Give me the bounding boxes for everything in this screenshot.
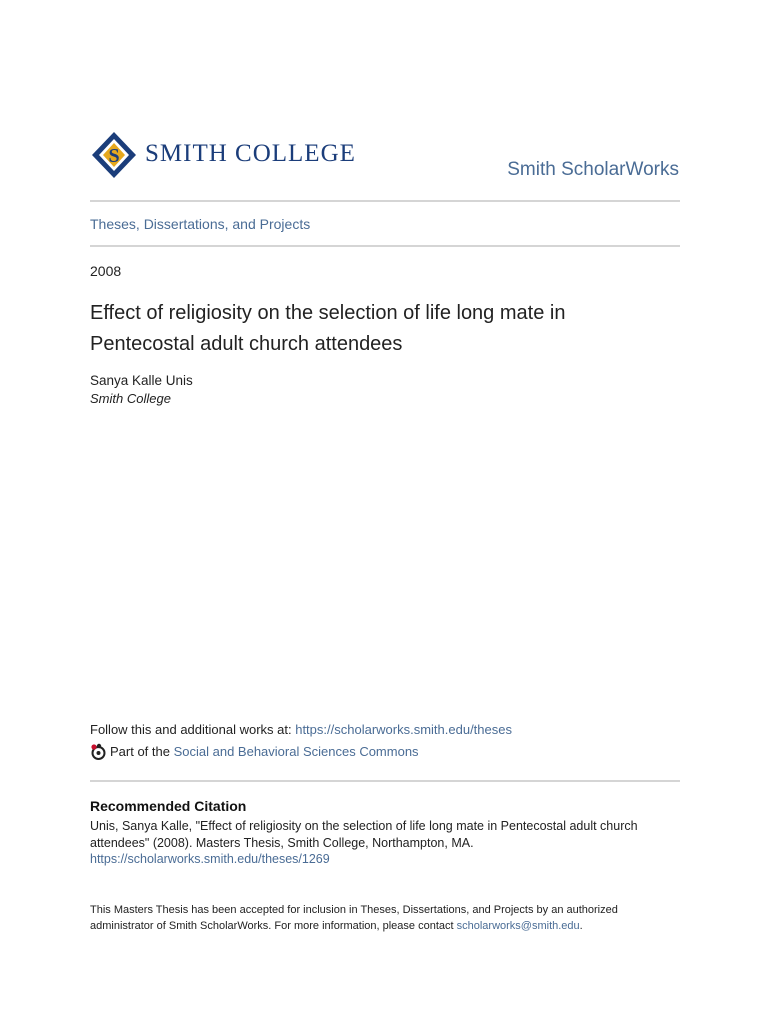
- divider: [90, 200, 680, 202]
- notice-line-2: administrator of Smith ScholarWorks. For more information, please contact: [90, 920, 457, 932]
- citation-heading: Recommended Citation: [90, 798, 247, 814]
- notice-period: .: [579, 920, 583, 932]
- follow-link[interactable]: https://scholarworks.smith.edu/theses: [295, 722, 512, 737]
- part-of-prefix: Part of the: [110, 744, 174, 759]
- acceptance-notice: [90, 902, 680, 934]
- commons-link[interactable]: Social and Behavioral Sciences Commons: [173, 744, 419, 759]
- title-line-2: Pentecostal adult church attendees: [90, 333, 403, 355]
- follow-prefix: Follow this and additional works at:: [90, 722, 296, 737]
- publication-year: 2008: [90, 263, 122, 279]
- collection-link[interactable]: Theses, Dissertations, and Projects: [90, 216, 311, 232]
- smith-college-shield-icon: [90, 130, 138, 180]
- smith-college-logo[interactable]: [90, 130, 370, 180]
- citation-line-2: attendees" (2008). Masters Thesis, Smith College, Northampton, MA.: [90, 835, 474, 850]
- bepress-network-icon: [90, 743, 107, 760]
- repository-link[interactable]: Smith ScholarWorks: [507, 159, 679, 180]
- logo-text: SMITH COLLEGE: [145, 140, 356, 167]
- svg-text:S: S: [108, 145, 120, 167]
- citation-body: [90, 818, 680, 868]
- part-of-line: [90, 743, 419, 760]
- citation-link[interactable]: https://scholarworks.smith.edu/theses/1269: [90, 852, 330, 866]
- divider: [90, 245, 680, 247]
- title-line-1: Effect of religiosity on the selection of life long mate in: [90, 302, 566, 324]
- author-affiliation: Smith College: [90, 391, 171, 406]
- document-title: [90, 298, 650, 360]
- notice-line-1: This Masters Thesis has been accepted for inclusion in Theses, Dissertations, and Projects by an authorized: [90, 904, 618, 916]
- author-name: Sanya Kalle Unis: [90, 373, 193, 388]
- contact-email-link[interactable]: scholarworks@smith.edu: [456, 920, 580, 932]
- divider: [90, 780, 680, 782]
- citation-line-1: Unis, Sanya Kalle, "Effect of religiosity on the selection of life long mate in Pentecostal adult church: [90, 819, 638, 833]
- follow-line: [90, 722, 512, 737]
